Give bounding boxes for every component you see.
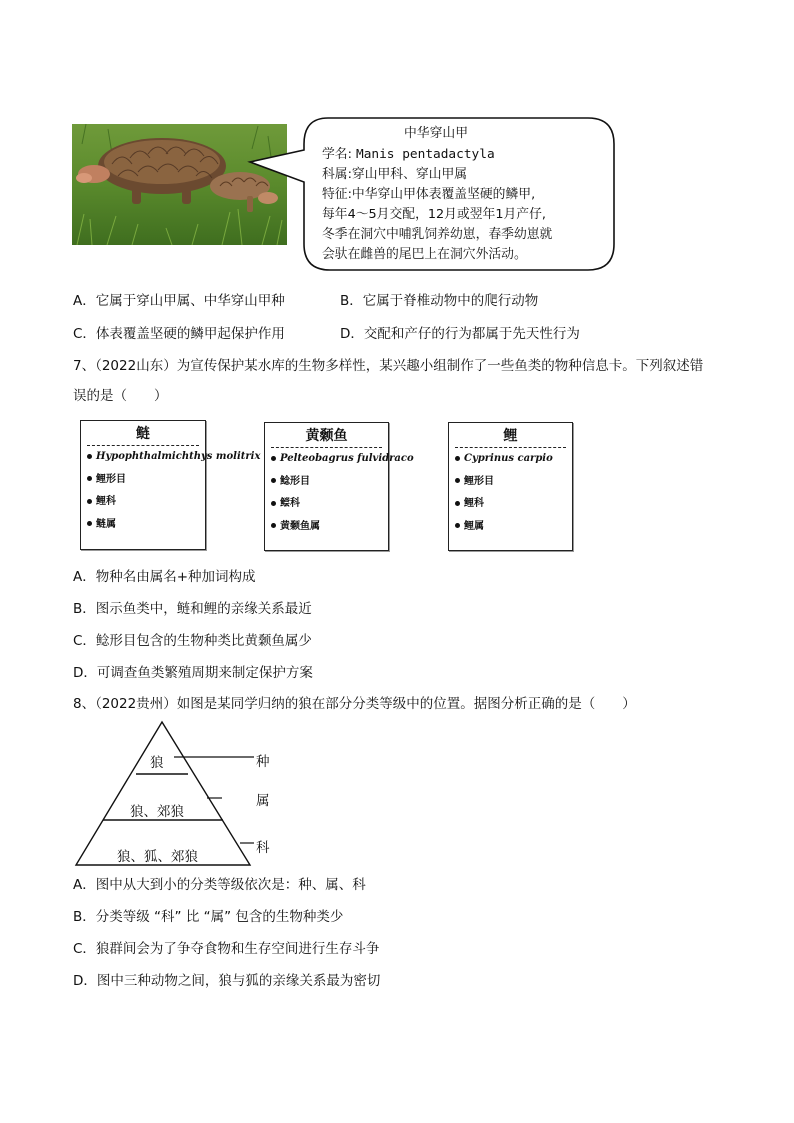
card-order: 鲤形目 [81, 469, 205, 492]
bullet-icon [455, 523, 460, 528]
fish-card-silver-carp [80, 420, 261, 550]
card-scientific-name: Pelteobagrus fulvidraco [265, 448, 388, 471]
bullet-icon [271, 456, 276, 461]
q8-option-a: A．图中从大到小的分类等级依次是：种、属、科 [73, 877, 366, 893]
bubble-line-4: 每年4～5月交配，12月或翌年1月产仔, [322, 207, 546, 222]
q8-option-b: B．分类等级 “科” 比 “属” 包含的生物种类少 [73, 909, 344, 925]
card-family: 鲤科 [81, 491, 205, 514]
bubble-value-sci: Manis pentadactyla [355, 147, 495, 162]
card-title: 黄颡鱼 [305, 428, 348, 444]
card-family: 鲤科 [449, 493, 572, 516]
q7-option-c: C．鲶形目包含的生物种类比黄颡鱼属少 [73, 633, 312, 649]
bullet-icon [87, 521, 92, 526]
pyramid-level-species: 狼 [150, 755, 164, 771]
bubble-line-6: 会驮在雌兽的尾巴上在洞穴外活动。 [322, 247, 527, 262]
fish-card-common-carp [448, 422, 573, 551]
q7-stem-line2: 误的是（ ） [73, 388, 168, 404]
bullet-icon [87, 476, 92, 481]
card-order: 鲶形目 [265, 471, 388, 494]
bubble-label-feature: 特征: [322, 187, 352, 202]
q7-option-a: A．物种名由属名+种加词构成 [73, 569, 256, 585]
q8-stem: 8、（2022贵州）如图是某同学归纳的狼在部分分类等级中的位置。据图分析正确的是（ ） [73, 696, 636, 712]
q7-option-b: B．图示鱼类中，鲢和鲤的亲缘关系最近 [73, 601, 312, 617]
q6-option-b: B．它属于脊椎动物中的爬行动物 [340, 293, 539, 309]
bubble-line-family [322, 165, 467, 185]
card-genus: 鲢属 [81, 514, 205, 537]
q8-option-c: C．狼群间会为了争夺食物和生存空间进行生存斗争 [73, 941, 380, 957]
card-genus: 黄颡鱼属 [265, 516, 388, 539]
q7-option-d: D．可调查鱼类繁殖周期来制定保护方案 [73, 665, 313, 681]
card-order: 鲤形目 [449, 471, 572, 494]
bubble-line-5: 冬季在洞穴中哺乳饲养幼崽，春季幼崽就 [322, 227, 553, 242]
bullet-icon [87, 499, 92, 504]
bubble-value-family: 穿山甲科、穿山甲属 [351, 167, 468, 182]
card-title: 鲢 [136, 426, 150, 442]
bubble-line-sci [322, 145, 495, 165]
q6-option-d: D．交配和产仔的行为都属于先天性行为 [340, 326, 580, 342]
bullet-icon [271, 523, 276, 528]
q8-option-d: D．图中三种动物之间，狼与狐的亲缘关系最为密切 [73, 973, 381, 989]
bullet-icon [455, 478, 460, 483]
bubble-label-family: 科属: [322, 167, 352, 182]
q6-option-c: C．体表覆盖坚硬的鳞甲起保护作用 [73, 326, 285, 342]
bubble-title: 中华穿山甲 [404, 126, 468, 141]
bullet-icon [271, 501, 276, 506]
bullet-icon [455, 456, 460, 461]
fish-card-yellow-catfish [264, 422, 414, 551]
q6-option-a: A．它属于穿山甲属、中华穿山甲种 [73, 293, 285, 309]
bullet-icon [271, 478, 276, 483]
card-scientific-name: Hypophthalmichthys molitrix [81, 446, 205, 469]
card-family: 鲿科 [265, 493, 388, 516]
pyramid-label-family: 科 [256, 840, 270, 856]
pyramid-label-species: 种 [256, 754, 270, 770]
card-genus: 鲤属 [449, 516, 572, 539]
bubble-label-sci: 学名: [322, 147, 356, 162]
bullet-icon [87, 454, 92, 459]
pyramid-label-genus: 属 [256, 793, 270, 809]
card-title: 鲤 [503, 428, 518, 444]
bubble-value-feature: 中华穿山甲体表覆盖坚硬的鳞甲, [351, 187, 536, 202]
pyramid-level-family: 狼、狐、郊狼 [117, 849, 198, 865]
card-scientific-name: Cyprinus carpio [449, 448, 572, 471]
bubble-line-feature [322, 185, 535, 205]
q7-stem-line1: 7、（2022山东）为宣传保护某水库的生物多样性，某兴趣小组制作了一些鱼类的物种信息卡。下列叙述错 [73, 358, 704, 374]
bullet-icon [455, 501, 460, 506]
pyramid-level-genus: 狼、郊狼 [130, 804, 184, 820]
